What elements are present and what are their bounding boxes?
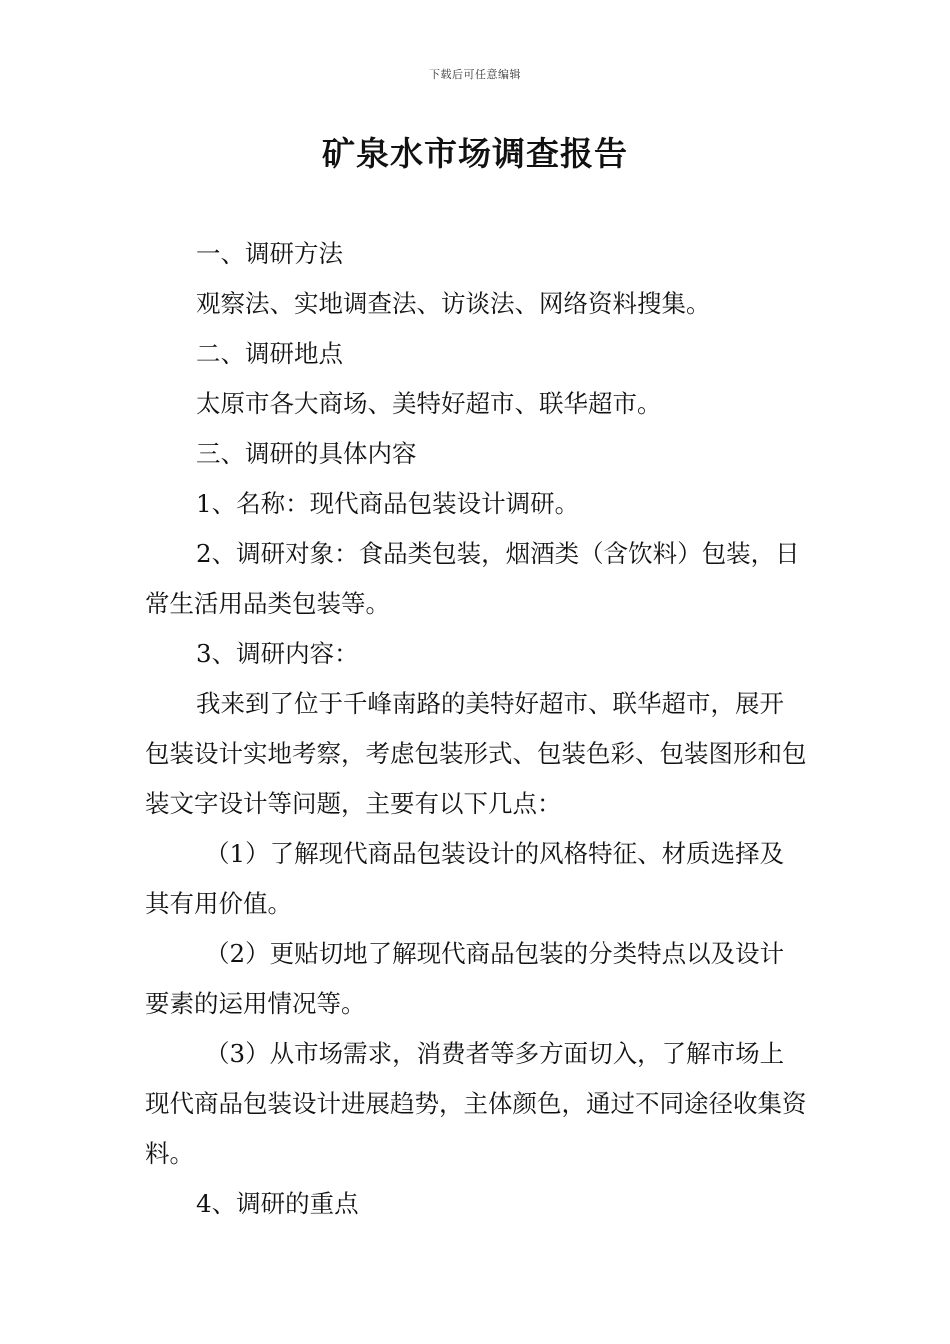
- paragraph-content-label: 3、调研内容：: [196, 639, 359, 668]
- heading-location: 二、调研地点: [196, 339, 343, 368]
- document-title: 矿泉水市场调查报告: [322, 134, 628, 173]
- paragraph-location: 太原市各大商场、美特好超市、联华超市。: [196, 389, 662, 418]
- document-body: [145, 229, 807, 1229]
- list-item-3: （3）从市场需求，消费者等多方面切入，了解市场上现代商品包装设计进展趋势，主体颜色，通过不同途径收集资料。: [145, 1039, 807, 1168]
- list-item-2: （2）更贴切地了解现代商品包装的分类特点以及设计要素的运用情况等。: [145, 939, 785, 1018]
- list-item-1: （1）了解现代商品包装设计的风格特征、材质选择及其有用价值。: [145, 839, 785, 918]
- paragraph-objects: 2、调研对象：食品类包装，烟酒类（含饮料）包装，日常生活用品类包装等。: [145, 539, 800, 618]
- heading-content: 三、调研的具体内容: [196, 439, 417, 468]
- heading-method: 一、调研方法: [196, 239, 343, 268]
- paragraph-name: 1、名称：现代商品包装设计调研。: [196, 489, 580, 518]
- header-note: 下载后可任意编辑: [429, 68, 521, 81]
- paragraph-visit: 我来到了位于千峰南路的美特好超市、联华超市，展开包装设计实地考察，考虑包装形式、包装色彩、包装图形和包装文字设计等问题，主要有以下几点：: [145, 689, 807, 818]
- paragraph-method: 观察法、实地调查法、访谈法、网络资料搜集。: [196, 289, 711, 318]
- heading-focus: 4、调研的重点: [196, 1189, 359, 1218]
